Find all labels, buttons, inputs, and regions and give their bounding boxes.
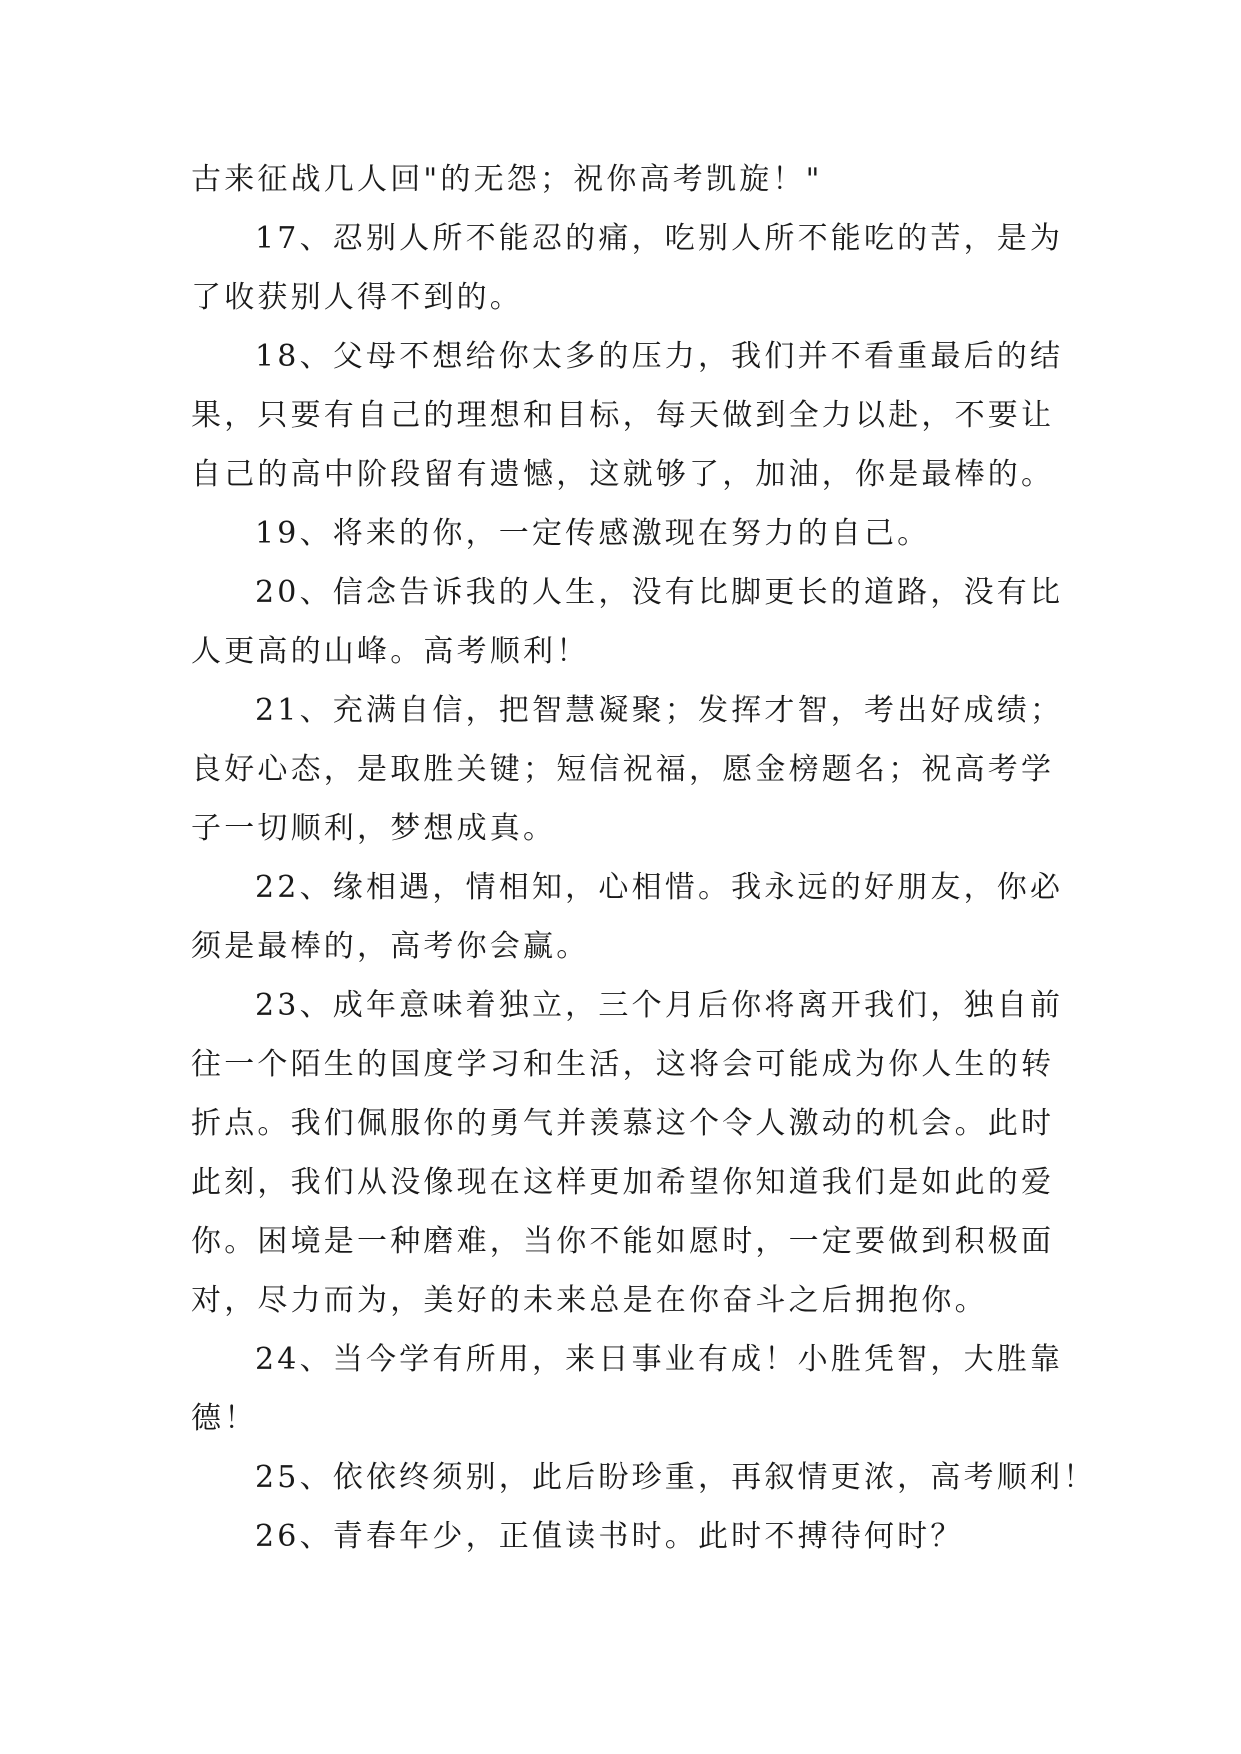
paragraph-18 bbox=[191, 327, 1071, 504]
paragraph-22 bbox=[191, 858, 1071, 976]
paragraph-20 bbox=[191, 563, 1071, 681]
text-line: 你。困境是一种磨难，当你不能如愿时，一定要做到积极面 bbox=[191, 1224, 1055, 1259]
text-line: 子一切顺利，梦想成真。 bbox=[191, 811, 557, 846]
text-line: 此刻，我们从没像现在这样更加希望你知道我们是如此的爱 bbox=[191, 1165, 1055, 1200]
text-line: 德！ bbox=[191, 1401, 258, 1436]
text-line: 26、青春年少，正值读书时。此时不搏待何时？ bbox=[255, 1519, 964, 1554]
text-line: 了收获别人得不到的。 bbox=[191, 280, 523, 315]
paragraph-25 bbox=[191, 1448, 1097, 1507]
text-line: 对，尽力而为，美好的未来总是在你奋斗之后拥抱你。 bbox=[191, 1283, 988, 1318]
text-line: 古来征战几人回"的无怨；祝你高考凯旋！" bbox=[191, 162, 823, 197]
text-line: 自己的高中阶段留有遗憾，这就够了，加油，你是最棒的。 bbox=[191, 457, 1055, 492]
text-line: 折点。我们佩服你的勇气并羡慕这个令人激动的机会。此时 bbox=[191, 1106, 1055, 1141]
text-line: 人更高的山峰。高考顺利！ bbox=[191, 634, 590, 669]
paragraph-24 bbox=[191, 1330, 1071, 1448]
paragraph-continuation bbox=[191, 150, 1071, 209]
text-line: 良好心态，是取胜关键；短信祝福，愿金榜题名；祝高考学 bbox=[191, 752, 1055, 787]
text-line: 19、将来的你，一定传感激现在努力的自己。 bbox=[255, 516, 931, 551]
text-line: 21、充满自信，把智慧凝聚；发挥才智，考出好成绩； bbox=[255, 693, 1064, 728]
paragraph-23 bbox=[191, 976, 1071, 1330]
text-line: 往一个陌生的国度学习和生活，这将会可能成为你人生的转 bbox=[191, 1047, 1055, 1082]
text-line: 23、成年意味着独立，三个月后你将离开我们，独自前 bbox=[255, 988, 1064, 1023]
text-line: 22、缘相遇，情相知，心相惜。我永远的好朋友，你必 bbox=[255, 870, 1064, 905]
paragraph-26 bbox=[191, 1507, 1071, 1566]
text-line: 20、信念告诉我的人生，没有比脚更长的道路，没有比 bbox=[255, 575, 1064, 610]
text-line: 17、忍别人所不能忍的痛，吃别人所不能吃的苦，是为 bbox=[255, 221, 1064, 256]
text-line: 须是最棒的，高考你会赢。 bbox=[191, 929, 590, 964]
paragraph-19 bbox=[191, 504, 1071, 563]
text-line: 24、当今学有所用，来日事业有成！小胜凭智，大胜靠 bbox=[255, 1342, 1064, 1377]
text-line: 果，只要有自己的理想和目标，每天做到全力以赴，不要让 bbox=[191, 398, 1055, 433]
document-body bbox=[191, 150, 1097, 1566]
text-line: 25、依依终须别，此后盼珍重，再叙情更浓，高考顺利！ bbox=[255, 1460, 1097, 1495]
text-line: 18、父母不想给你太多的压力，我们并不看重最后的结 bbox=[255, 339, 1064, 374]
paragraph-21 bbox=[191, 681, 1071, 858]
paragraph-17 bbox=[191, 209, 1071, 327]
